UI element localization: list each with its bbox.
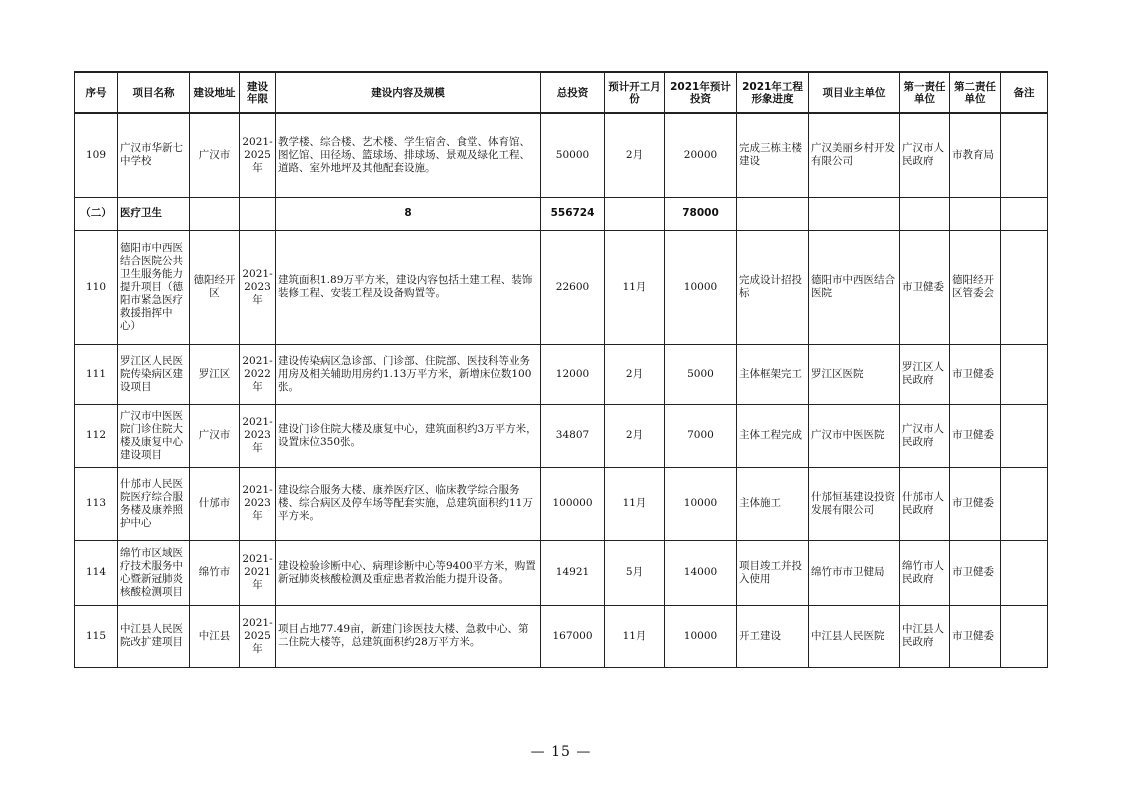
cell-note bbox=[1001, 605, 1048, 667]
category-row bbox=[75, 197, 1048, 230]
header-resp1: 第一责任单位 bbox=[900, 72, 950, 113]
cell-resp1: 什邡市人民政府 bbox=[900, 467, 950, 540]
cell-site: 罗江区 bbox=[190, 344, 240, 404]
cell-content: 建设传染病区急诊部、门诊部、住院部、医技科等业务用房及相关辅助用房约1.13万平方米，新增床位数100张。 bbox=[276, 344, 541, 404]
cell-note bbox=[1001, 540, 1048, 605]
cell-period: 2021-2021年 bbox=[240, 540, 276, 605]
cell-owner: 绵竹市市卫健局 bbox=[809, 540, 900, 605]
cell-total: 14921 bbox=[541, 540, 605, 605]
cell-progress: 主体施工 bbox=[737, 467, 809, 540]
cell-period: 2021-2022年 bbox=[240, 344, 276, 404]
cell-site: 绵竹市 bbox=[190, 540, 240, 605]
header-row bbox=[75, 72, 1048, 113]
cell-resp1: 中江县人民政府 bbox=[900, 605, 950, 667]
table-row bbox=[75, 404, 1048, 467]
cell-progress: 完成设计招投标 bbox=[737, 230, 809, 344]
header-progress: 2021年工程形象进度 bbox=[737, 72, 809, 113]
cell-resp1: 广汉市人民政府 bbox=[900, 113, 950, 197]
cell-seq: 110 bbox=[75, 230, 118, 344]
table-row bbox=[75, 230, 1048, 344]
header-total: 总投资 bbox=[541, 72, 605, 113]
cell-empty bbox=[240, 197, 276, 230]
header-site: 建设地址 bbox=[190, 72, 240, 113]
cell-seq: 113 bbox=[75, 467, 118, 540]
cell-progress: 主体工程完成 bbox=[737, 404, 809, 467]
cell-name: 中江县人民医院改扩建项目 bbox=[118, 605, 190, 667]
cell-resp2: 市卫健委 bbox=[950, 540, 1001, 605]
table-row bbox=[75, 113, 1048, 197]
cell-start: 5月 bbox=[605, 540, 665, 605]
cell-period: 2021-2025年 bbox=[240, 605, 276, 667]
cell-start: 11月 bbox=[605, 230, 665, 344]
page-number: — 15 — bbox=[530, 744, 592, 760]
cell-owner: 中江县人民医院 bbox=[809, 605, 900, 667]
cell-invest2021: 14000 bbox=[665, 540, 737, 605]
header-period: 建设年限 bbox=[240, 72, 276, 113]
cell-invest2021: 20000 bbox=[665, 113, 737, 197]
cell-progress: 完成三栋主楼建设 bbox=[737, 113, 809, 197]
cell-name: 什邡市人民医院医疗综合服务楼及康养照护中心 bbox=[118, 467, 190, 540]
cell-invest2021: 5000 bbox=[665, 344, 737, 404]
header-name: 项目名称 bbox=[118, 72, 190, 113]
cell-name: 德阳市中西医结合医院公共卫生服务能力提升项目（德阳市紧急医疗救援指挥中心） bbox=[118, 230, 190, 344]
cell-start: 11月 bbox=[605, 467, 665, 540]
cell-site: 广汉市 bbox=[190, 404, 240, 467]
category-seq: （二） bbox=[75, 197, 118, 230]
cell-resp2: 德阳经开区管委会 bbox=[950, 230, 1001, 344]
category-invest2021: 78000 bbox=[665, 197, 737, 230]
cell-resp2: 市卫健委 bbox=[950, 344, 1001, 404]
cell-empty bbox=[737, 197, 809, 230]
cell-total: 34807 bbox=[541, 404, 605, 467]
cell-invest2021: 10000 bbox=[665, 605, 737, 667]
table-row bbox=[75, 540, 1048, 605]
cell-resp1: 市卫健委 bbox=[900, 230, 950, 344]
cell-start: 2月 bbox=[605, 344, 665, 404]
cell-resp1: 罗江区人民政府 bbox=[900, 344, 950, 404]
cell-resp1: 广汉市人民政府 bbox=[900, 404, 950, 467]
table-row bbox=[75, 344, 1048, 404]
cell-empty bbox=[950, 197, 1001, 230]
cell-resp2: 市卫健委 bbox=[950, 467, 1001, 540]
cell-period: 2021-2023年 bbox=[240, 404, 276, 467]
cell-content: 教学楼、综合楼、艺术楼、学生宿舍、食堂、体育馆、图忆馆、田径场、篮球场、排球场、景观及绿化工程、道路、室外地坪及其他配套设施。 bbox=[276, 113, 541, 197]
cell-owner: 德阳市中西医结合医院 bbox=[809, 230, 900, 344]
category-name: 医疗卫生 bbox=[118, 197, 190, 230]
cell-name: 罗江区人民医院传染病区建设项目 bbox=[118, 344, 190, 404]
cell-resp2: 市卫健委 bbox=[950, 605, 1001, 667]
cell-seq: 115 bbox=[75, 605, 118, 667]
cell-total: 12000 bbox=[541, 344, 605, 404]
cell-invest2021: 7000 bbox=[665, 404, 737, 467]
project-table bbox=[74, 71, 1048, 668]
cell-resp2: 市卫健委 bbox=[950, 404, 1001, 467]
header-owner: 项目业主单位 bbox=[809, 72, 900, 113]
category-count: 8 bbox=[276, 197, 541, 230]
cell-period: 2021-2023年 bbox=[240, 467, 276, 540]
cell-empty bbox=[190, 197, 240, 230]
cell-content: 建设门诊住院大楼及康复中心，建筑面积约3万平方米，设置床位350张。 bbox=[276, 404, 541, 467]
cell-progress: 项目竣工并投入使用 bbox=[737, 540, 809, 605]
header-content: 建设内容及规模 bbox=[276, 72, 541, 113]
cell-total: 100000 bbox=[541, 467, 605, 540]
cell-note bbox=[1001, 230, 1048, 344]
cell-period: 2021-2025年 bbox=[240, 113, 276, 197]
cell-owner: 广汉美丽乡村开发有限公司 bbox=[809, 113, 900, 197]
cell-name: 绵竹市区域医疗技术服务中心暨新冠肺炎核酸检测项目 bbox=[118, 540, 190, 605]
cell-note bbox=[1001, 467, 1048, 540]
cell-note bbox=[1001, 404, 1048, 467]
header-note: 备注 bbox=[1001, 72, 1048, 113]
cell-period: 2021-2023年 bbox=[240, 230, 276, 344]
cell-invest2021: 10000 bbox=[665, 230, 737, 344]
cell-note bbox=[1001, 344, 1048, 404]
cell-seq: 109 bbox=[75, 113, 118, 197]
cell-site: 广汉市 bbox=[190, 113, 240, 197]
header-seq: 序号 bbox=[75, 72, 118, 113]
cell-empty bbox=[900, 197, 950, 230]
cell-seq: 112 bbox=[75, 404, 118, 467]
header-start: 预计开工月份 bbox=[605, 72, 665, 113]
cell-empty bbox=[605, 197, 665, 230]
cell-owner: 什邡恒基建设投资发展有限公司 bbox=[809, 467, 900, 540]
cell-start: 2月 bbox=[605, 113, 665, 197]
header-invest2021: 2021年预计投资 bbox=[665, 72, 737, 113]
cell-content: 项目占地77.49亩，新建门诊医技大楼、急救中心、第二住院大楼等，总建筑面积约28万平方米。 bbox=[276, 605, 541, 667]
cell-resp1: 绵竹市人民政府 bbox=[900, 540, 950, 605]
cell-name: 广汉市华新七中学校 bbox=[118, 113, 190, 197]
cell-total: 167000 bbox=[541, 605, 605, 667]
cell-note bbox=[1001, 113, 1048, 197]
header-resp2: 第二责任单位 bbox=[950, 72, 1001, 113]
cell-owner: 广汉市中医医院 bbox=[809, 404, 900, 467]
cell-seq: 114 bbox=[75, 540, 118, 605]
cell-seq: 111 bbox=[75, 344, 118, 404]
cell-invest2021: 10000 bbox=[665, 467, 737, 540]
table-row bbox=[75, 467, 1048, 540]
cell-owner: 罗江区医院 bbox=[809, 344, 900, 404]
cell-progress: 主体框架完工 bbox=[737, 344, 809, 404]
cell-name: 广汉市中医医院门诊住院大楼及康复中心建设项目 bbox=[118, 404, 190, 467]
cell-empty bbox=[809, 197, 900, 230]
cell-site: 中江县 bbox=[190, 605, 240, 667]
cell-content: 建筑面积1.89万平方米，建设内容包括土建工程、装饰装修工程、安装工程及设备购置等。 bbox=[276, 230, 541, 344]
cell-progress: 开工建设 bbox=[737, 605, 809, 667]
cell-content: 建设综合服务大楼、康养医疗区、临床教学综合服务楼、综合病区及停车场等配套实施，总建筑面积约11万平方米。 bbox=[276, 467, 541, 540]
cell-resp2: 市教育局 bbox=[950, 113, 1001, 197]
cell-empty bbox=[1001, 197, 1048, 230]
cell-start: 11月 bbox=[605, 605, 665, 667]
category-total: 556724 bbox=[541, 197, 605, 230]
table-row bbox=[75, 605, 1048, 667]
cell-start: 2月 bbox=[605, 404, 665, 467]
cell-content: 建设检验诊断中心、病理诊断中心等9400平方米，购置新冠肺炎核酸检测及重症患者救治能力提升设备。 bbox=[276, 540, 541, 605]
cell-site: 德阳经开区 bbox=[190, 230, 240, 344]
cell-site: 什邡市 bbox=[190, 467, 240, 540]
cell-total: 22600 bbox=[541, 230, 605, 344]
cell-total: 50000 bbox=[541, 113, 605, 197]
